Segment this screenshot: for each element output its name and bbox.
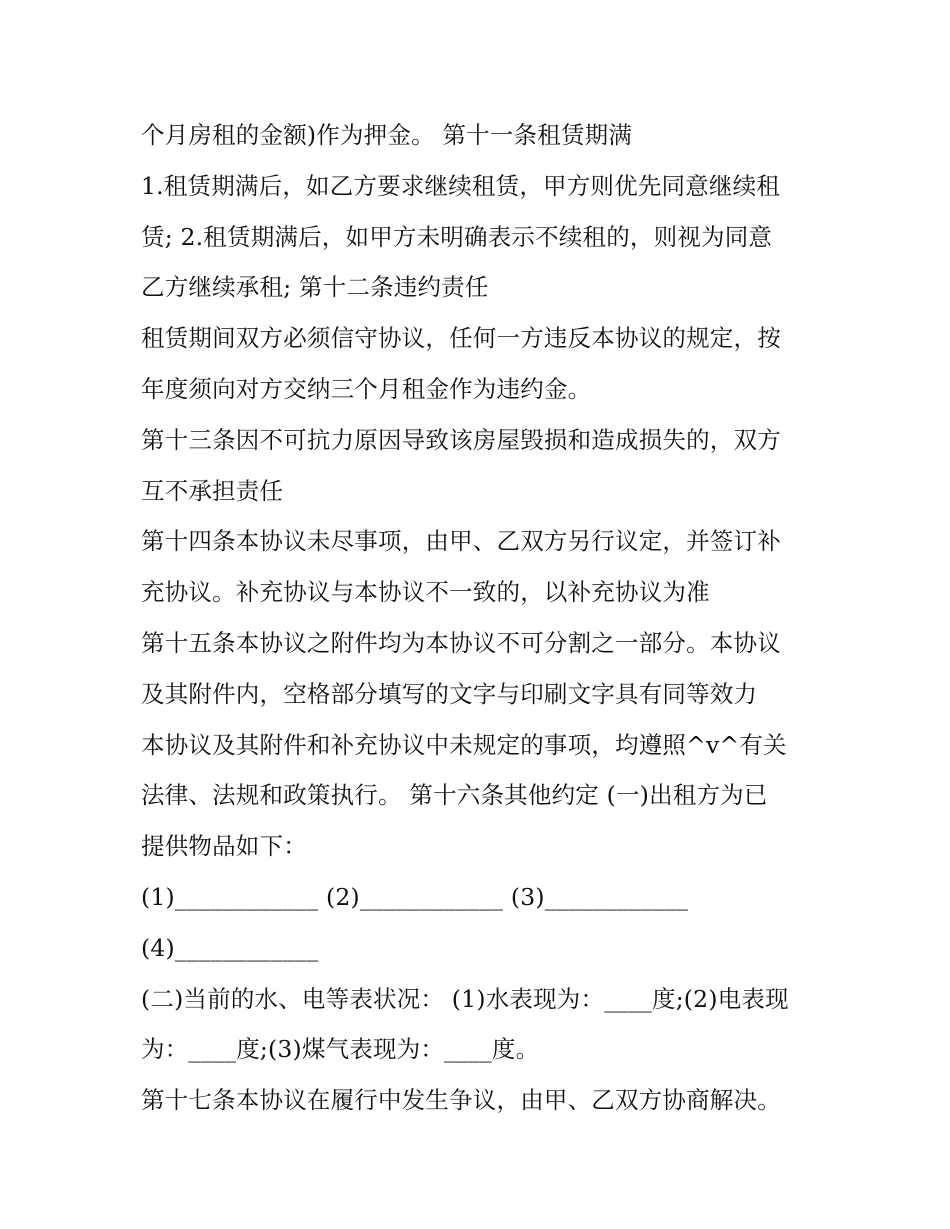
text-line: 及其附件内，空格部分填写的文字与印刷文字具有同等效力 — [141, 679, 758, 708]
text-line: 1.租赁期满后，如乙方要求继续租赁，甲方则优先同意继续租 — [141, 171, 781, 200]
text-line: (二)当前的水、电等表状况： (1)水表现为：____度;(2)电表现 — [141, 984, 789, 1013]
text-line: 个月房租的金额)作为押金。 第十一条租赁期满 — [141, 121, 633, 149]
text-line: 租赁期间双方必须信守协议，任何一方违反本协议的规定，按 — [141, 324, 781, 353]
text-line: 第十五条本协议之附件均为本协议不可分割之一部分。本协议 — [141, 628, 781, 657]
text-line: 为：____度;(3)煤气表现为：____度。 — [141, 1035, 540, 1064]
text-line: 第十四条本协议未尽事项，由甲、乙双方另行议定，并签订补 — [141, 527, 781, 556]
text-line: 充协议。补充协议与本协议不一致的，以补充协议为准 — [141, 578, 710, 607]
text-line: 第十七条本协议在履行中发生争议，由甲、乙双方协商解决。 — [141, 1086, 781, 1115]
text-line: 法律、法规和政策执行。 第十六条其他约定 (一)出租方为已 — [141, 781, 768, 810]
text-line: 提供物品如下： — [141, 832, 307, 861]
document-body — [141, 110, 831, 1126]
text-line: 乙方继续承租; 第十二条违约责任 — [141, 273, 489, 302]
text-line: (4)____________ — [141, 933, 319, 962]
text-line: 本协议及其附件和补充协议中未规定的事项，均遵照^v^有关 — [141, 730, 787, 759]
text-line: 互不承担责任 — [141, 476, 284, 505]
text-line: 第十三条因不可抗力原因导致该房屋毁损和造成损失的，双方 — [141, 425, 781, 454]
text-line: 年度须向对方交纳三个月租金作为违约金。 — [141, 374, 592, 403]
text-line: 赁; 2.租赁期满后，如甲方未明确表示不续租的，则视为同意 — [141, 222, 773, 251]
text-line: (1)____________ (2)____________ (3)____________ — [141, 882, 689, 911]
